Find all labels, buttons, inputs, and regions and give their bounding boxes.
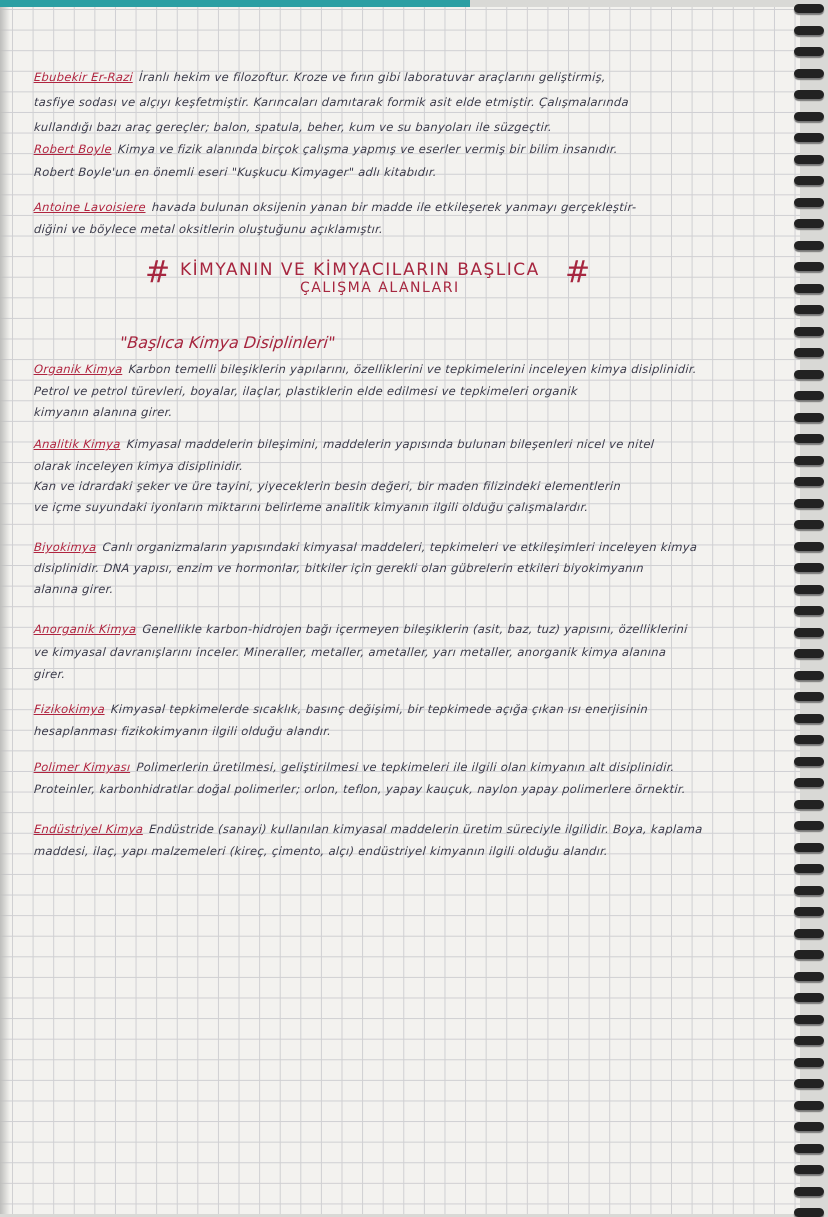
spiral-ring xyxy=(794,929,824,938)
note-line xyxy=(34,405,174,419)
spiral-ring xyxy=(794,69,824,78)
note-line xyxy=(34,120,553,134)
note-line xyxy=(34,702,649,716)
spiral-ring xyxy=(794,649,824,658)
term-label: Anorganik Kimya xyxy=(33,622,137,636)
spiral-ring xyxy=(794,1144,824,1153)
spiral-ring xyxy=(794,90,824,99)
note-line xyxy=(34,95,630,109)
term-label: Organik Kimya xyxy=(33,362,124,376)
note-line xyxy=(34,384,579,398)
spiral-ring xyxy=(794,219,824,228)
note-text: Kan ve idrardaki şeker ve üre tayini, yiyeceklerin besin değeri, bir maden filizindeki elementlerin xyxy=(33,479,622,493)
subheading: "Başlıca Kimya Disiplinleri" xyxy=(119,333,337,352)
term-label: Polimer Kimyası xyxy=(33,760,131,774)
spiral-ring xyxy=(794,735,824,744)
spiral-ring xyxy=(794,1165,824,1174)
term-label: Ebubekir Er-Razi xyxy=(33,70,134,84)
spiral-ring xyxy=(794,843,824,852)
spiral-ring xyxy=(794,133,824,142)
spiral-ring xyxy=(794,262,824,271)
spiral-ring xyxy=(794,155,824,164)
note-text: maddesi, ilaç, yapı malzemeleri (kireç, çimento, alçı) endüstriyel kimyanın ilgili olduğu alandır. xyxy=(33,844,609,858)
spiral-ring xyxy=(794,391,824,400)
spiral-ring xyxy=(794,26,824,35)
spiral-ring xyxy=(794,327,824,336)
spiral-ring xyxy=(794,477,824,486)
note-text: hesaplanması fizikokimyanın ilgili olduğu alandır. xyxy=(33,724,332,738)
term-label: Biyokimya xyxy=(33,540,98,554)
note-text: tasfiye sodası ve alçıyı keşfetmiştir. Karıncaları damıtarak formik asit elde etmiştir. Çalışmalarında xyxy=(33,95,630,109)
note-line xyxy=(34,622,689,636)
spiral-ring xyxy=(794,1187,824,1196)
note-line xyxy=(34,165,438,179)
note-line xyxy=(34,760,676,774)
heading-line-2: ÇALIŞMA ALANLARI xyxy=(300,280,460,296)
spiral-ring xyxy=(794,800,824,809)
heading-line-1: KİMYANIN VE KİMYACILARIN BAŞLICA xyxy=(180,260,540,280)
note-line xyxy=(34,222,384,236)
spiral-ring xyxy=(794,972,824,981)
spiral-ring xyxy=(794,950,824,959)
note-line xyxy=(34,459,244,473)
spiral-ring xyxy=(794,993,824,1002)
note-line xyxy=(34,500,589,514)
spiral-ring xyxy=(794,692,824,701)
spiral-ring xyxy=(794,370,824,379)
spiral-ring xyxy=(794,284,824,293)
spiral-ring xyxy=(794,671,824,680)
spiral-ring xyxy=(794,757,824,766)
term-label: Analitik Kimya xyxy=(33,437,122,451)
note-text: Kimya ve fizik alanında birçok çalışma yapmış ve eserler vermiş bir bilim insanıdır. xyxy=(117,142,619,156)
spiral-ring xyxy=(794,198,824,207)
spiral-ring xyxy=(794,821,824,830)
top-edge-strip xyxy=(0,0,470,7)
spiral-ring xyxy=(794,47,824,56)
spiral-ring xyxy=(794,1036,824,1045)
note-line xyxy=(34,479,622,493)
spiral-ring xyxy=(794,520,824,529)
note-line xyxy=(34,782,687,796)
note-text: Endüstride (sanayi) kullanılan kimyasal maddelerin üretim süreciyle ilgilidir. Boya, kaplama xyxy=(148,822,704,836)
spiral-ring xyxy=(794,628,824,637)
note-text: Robert Boyle'un en önemli eseri "Kuşkucu Kimyager" adlı kitabıdır. xyxy=(33,165,438,179)
spiral-binding xyxy=(788,0,828,1214)
spiral-ring xyxy=(794,864,824,873)
note-line xyxy=(34,200,637,214)
spiral-ring xyxy=(794,348,824,357)
note-line xyxy=(34,822,704,836)
spiral-ring xyxy=(794,1058,824,1067)
spiral-ring xyxy=(794,112,824,121)
spiral-ring xyxy=(794,907,824,916)
note-text: Proteinler, karbonhidratlar doğal polimerler; orlon, teflon, yapay kauçuk, naylon yapay polimerlere örnektir. xyxy=(33,782,687,796)
note-text: kimyanın alanına girer. xyxy=(33,405,174,419)
note-line xyxy=(34,724,332,738)
note-text: İranlı hekim ve filozoftur. Kroze ve fırın gibi laboratuvar araçlarını geliştirmiş, xyxy=(138,70,607,84)
spiral-ring xyxy=(794,305,824,314)
note-text: Polimerlerin üretilmesi, geliştirilmesi ve tepkimeleri ile ilgili olan kimyanın alt disiplinidir. xyxy=(136,760,676,774)
spiral-ring xyxy=(794,1079,824,1088)
note-line xyxy=(34,540,698,554)
note-text: Kimyasal maddelerin bileşimini, maddelerin yapısında bulunan bileşenleri nicel ve nitel xyxy=(126,437,655,451)
spiral-ring xyxy=(794,434,824,443)
note-line xyxy=(34,70,607,84)
spiral-ring xyxy=(794,176,824,185)
note-text: Karbon temelli bileşiklerin yapılarını, özelliklerini ve tepkimelerini inceleyen kimya disiplinidir. xyxy=(128,362,698,376)
page-edge-shadow xyxy=(0,7,10,1214)
note-text: disiplinidir. DNA yapısı, enzim ve hormonlar, bitkiler için gerekli olan gübrelerin etkileri biyokimyanın xyxy=(33,561,645,575)
spiral-ring xyxy=(794,714,824,723)
spiral-ring xyxy=(794,499,824,508)
note-text: Petrol ve petrol türevleri, boyalar, ilaçlar, plastiklerin elde edilmesi ve tepkimeleri organik xyxy=(33,384,579,398)
note-text: alanına girer. xyxy=(33,582,115,596)
note-text: Kimyasal tepkimelerde sıcaklık, basınç değişimi, bir tepkimede açığa çıkan ısı enerjisinin xyxy=(110,702,649,716)
note-text: diğini ve böylece metal oksitlerin oluştuğunu açıklamıştır. xyxy=(33,222,384,236)
note-text: Canlı organizmaların yapısındaki kimyasal maddeleri, tepkimeleri ve etkileşimleri inceleyen kimya xyxy=(102,540,698,554)
spiral-ring xyxy=(794,886,824,895)
note-line xyxy=(34,582,115,596)
note-text: Genellikle karbon-hidrojen bağı içermeyen bileşiklerin (asit, baz, tuz) yapısını, özelliklerini xyxy=(141,622,689,636)
spiral-ring xyxy=(794,1208,824,1217)
note-text: havada bulunan oksijenin yanan bir madde ile etkileşerek yanmayı gerçekleştir- xyxy=(151,200,637,214)
note-line xyxy=(34,362,698,376)
note-line xyxy=(34,667,66,681)
spiral-ring xyxy=(794,1015,824,1024)
spiral-ring xyxy=(794,456,824,465)
note-text: olarak inceleyen kimya disiplinidir. xyxy=(33,459,244,473)
spiral-ring xyxy=(794,563,824,572)
spiral-ring xyxy=(794,413,824,422)
spiral-ring xyxy=(794,4,824,13)
note-line xyxy=(34,437,655,451)
term-label: Antoine Lavoisiere xyxy=(33,200,147,214)
note-text: ve kimyasal davranışlarını inceler. Mineraller, metaller, ametaller, yarı metaller, anorganik kimya alanına xyxy=(33,645,667,659)
spiral-ring xyxy=(794,1101,824,1110)
spiral-ring xyxy=(794,542,824,551)
note-text: kullandığı bazı araç gereçler; balon, spatula, beher, kum ve su banyoları ile süzgeçtir. xyxy=(33,120,553,134)
spiral-ring xyxy=(794,585,824,594)
note-line xyxy=(34,844,609,858)
spiral-ring xyxy=(794,1122,824,1131)
term-label: Fizikokimya xyxy=(33,702,106,716)
note-text: girer. xyxy=(33,667,66,681)
spiral-ring xyxy=(794,606,824,615)
note-line xyxy=(34,645,667,659)
note-line xyxy=(34,561,645,575)
term-label: Robert Boyle xyxy=(33,142,113,156)
note-text: ve içme suyundaki iyonların miktarını belirleme analitik kimyanın ilgili olduğu çalışmalardır. xyxy=(33,500,589,514)
term-label: Endüstriyel Kimya xyxy=(33,822,144,836)
note-line xyxy=(34,142,619,156)
heading-hash-right: # xyxy=(565,255,591,290)
notebook-page xyxy=(0,7,800,1214)
spiral-ring xyxy=(794,778,824,787)
spiral-ring xyxy=(794,241,824,250)
heading-hash-left: # xyxy=(145,255,171,290)
